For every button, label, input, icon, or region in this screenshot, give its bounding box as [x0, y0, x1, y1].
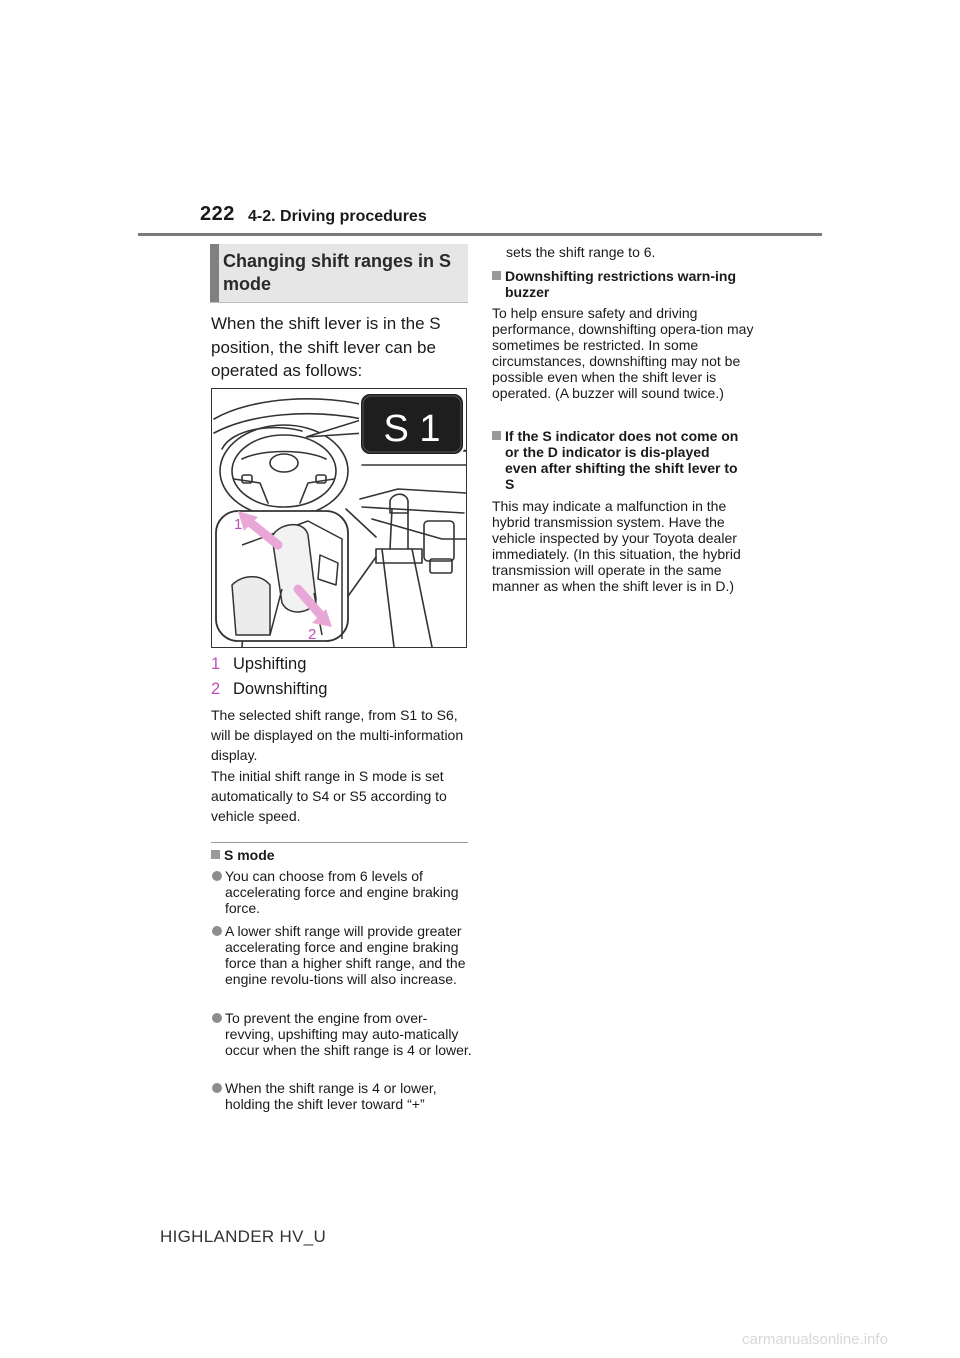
section-separator: [211, 842, 468, 843]
s-indicator-heading: If the S indicator does not come on or the D indicator is dis-played even after shifting the shift lever to S: [492, 428, 745, 492]
legend-label: Upshifting: [233, 655, 307, 673]
intro-text: When the shift lever is in the S position, the shift lever can be operated as follows:: [211, 314, 441, 380]
watermark: carmanualsonline.info: [742, 1331, 888, 1348]
footer-model: HIGHLANDER HV_U: [160, 1227, 327, 1246]
legend-label: Downshifting: [233, 680, 328, 698]
list-item: You can choose from 6 levels of accelerating force and engine braking force.: [211, 868, 473, 916]
section-title: 4-2. Driving procedures: [248, 208, 427, 225]
body-paragraph: The selected shift range, from S1 to S6, will be displayed on the multi-information display.: [211, 707, 464, 763]
body-paragraph: The initial shift range in S mode is set automatically to S4 or S5 according to vehicle speed.: [211, 768, 447, 824]
figure-label-2: 2: [308, 626, 317, 643]
title-accent-bar: [210, 244, 219, 302]
shift-lever-illustration: [211, 388, 467, 648]
s-indicator-text: This may indicate a malfunction in the hybrid transmission system. Have the vehicle inspected by your Toyota dealer immediately. (In this situation, the hybrid transmission will operate in the same manner as when the shift lever is in D.): [492, 498, 741, 594]
legend-item-downshifting: [211, 680, 327, 699]
figure-label-1: 1: [234, 516, 243, 533]
circle-bullet-icon: [212, 871, 222, 881]
list-item: To prevent the engine from over-revving, upshifting may auto-matically occur when the shift range is 4 or lower.: [211, 1010, 473, 1058]
s-mode-heading: S mode: [211, 847, 275, 863]
page-number: 222: [200, 203, 235, 225]
display-readout: S 1: [383, 408, 441, 450]
topic-title: Changing shift ranges in S mode: [223, 251, 452, 294]
topic-title-box: [210, 244, 468, 303]
downshift-buzzer-heading: Downshifting restrictions warn-ing buzzer: [492, 268, 745, 300]
circle-bullet-icon: [212, 926, 222, 936]
continued-text: sets the shift range to 6.: [506, 244, 656, 260]
square-bullet-icon: [492, 271, 501, 280]
legend-item-upshifting: [211, 655, 306, 674]
legend-number: 1: [211, 655, 221, 673]
list-item: A lower shift range will provide greater accelerating force and engine braking force than a higher shift range, and the engine revolu-tions will also increase.: [211, 923, 473, 987]
downshift-buzzer-text: To help ensure safety and driving performance, downshifting opera-tion may sometimes be restricted. In some circumstances, downshifting may not be possible even when the shift lever is operated. (A buzzer will sound twice.): [492, 305, 754, 401]
legend-number: 2: [211, 680, 221, 698]
square-bullet-icon: [211, 850, 220, 859]
circle-bullet-icon: [212, 1013, 222, 1023]
circle-bullet-icon: [212, 1083, 222, 1093]
header-rule: [138, 233, 822, 236]
square-bullet-icon: [492, 431, 501, 440]
list-item: When the shift range is 4 or lower, holding the shift lever toward “+”: [211, 1080, 473, 1112]
cockpit-drawing: [212, 389, 466, 647]
